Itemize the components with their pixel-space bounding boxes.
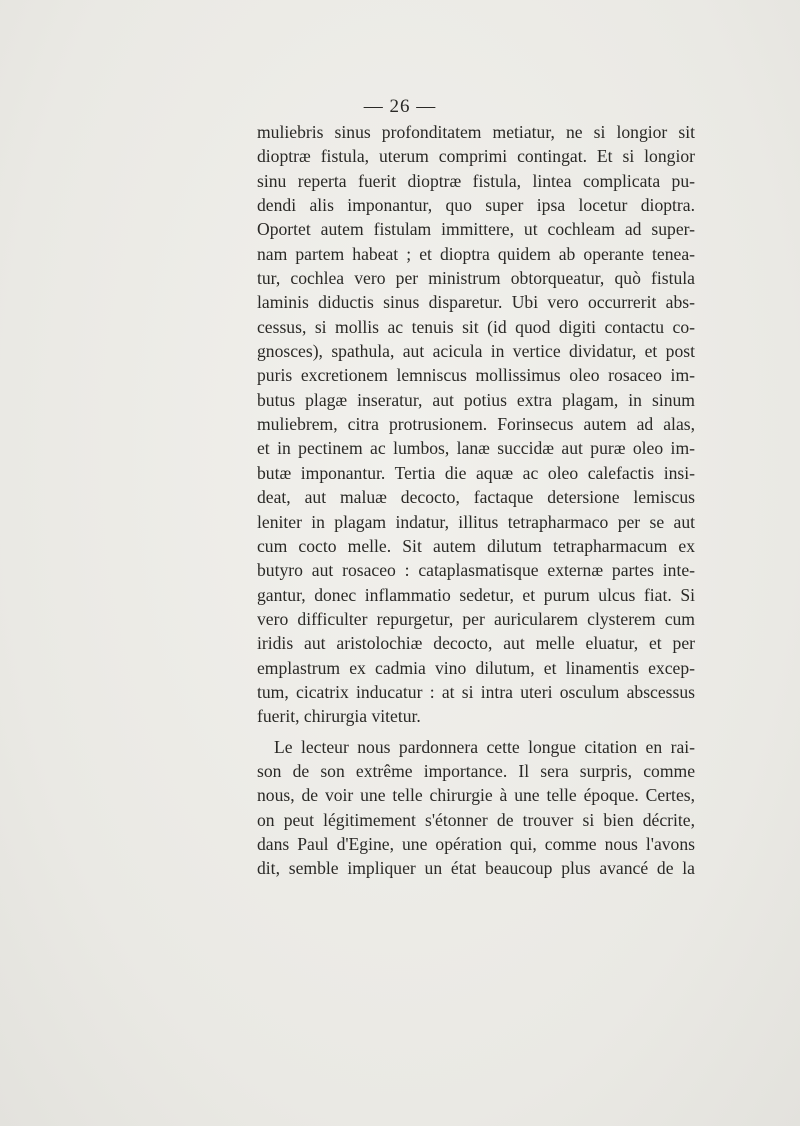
page-number: — 26 — (363, 96, 437, 117)
text-line: leniter in plagam indatur, illitus tetrapharmaco per se aut (257, 511, 695, 532)
text-line: gantur, donec inflammatio sedetur, et purum ulcus fiat. Si (257, 584, 695, 605)
text-line: butus plagæ inseratur, aut potius extra plagam, in sinum (257, 389, 695, 410)
text-line: iridis aut aristolochiæ decocto, aut melle eluatur, et per (257, 633, 695, 654)
text-line: fuerit, chirurgia vitetur. (257, 706, 421, 727)
text-line: nam partem habeat ; et dioptra quidem ab operante tenea- (257, 243, 695, 264)
text-line: emplastrum ex cadmia vino dilutum, et linamentis excep- (257, 657, 695, 678)
text-line: sinu reperta fuerit dioptræ fistula, lintea complicata pu- (257, 170, 695, 191)
page-body (257, 120, 695, 881)
text-line: dit, semble impliquer un état beaucoup plus avancé de la (257, 858, 695, 879)
text-line: dendi alis imponantur, quo super ipsa locetur dioptra. (257, 195, 695, 216)
french-paragraph (257, 735, 695, 881)
text-line: cessus, si mollis ac tenuis sit (id quod digiti contactu co- (257, 316, 695, 337)
text-line: laminis diductis sinus disparetur. Ubi vero occurrerit abs- (257, 292, 695, 313)
text-line: et in pectinem ac lumbos, lanæ succidæ aut puræ oleo im- (257, 438, 695, 459)
text-line: puris excretionem lemniscus mollissimus oleo rosaceo im- (257, 365, 695, 386)
text-line: son de son extrême importance. Il sera surpris, comme (257, 760, 695, 781)
text-line: nous, de voir une telle chirurgie à une telle époque. Certes, (257, 785, 695, 806)
text-line: dans Paul d'Egine, une opération qui, comme nous l'avons (257, 833, 695, 854)
text-line: tur, cochlea vero per ministrum obtorqueatur, quò fistula (257, 268, 695, 289)
text-line: muliebrem, citra protrusionem. Forinsecus autem ad alas, (257, 414, 695, 435)
text-line: muliebris sinus profonditatem metiatur, ne si longior sit (257, 122, 695, 142)
text-line: butyro aut rosaceo : cataplasmatisque externæ partes inte- (257, 560, 695, 581)
text-line: dioptræ fistula, uterum comprimi contingat. Et si longior (257, 146, 695, 167)
text-line: cum cocto melle. Sit autem dilutum tetrapharmacum ex (257, 535, 695, 556)
text-line: on peut légitimement s'étonner de trouver si bien décrite, (257, 809, 695, 830)
text-line: Le lecteur nous pardonnera cette longue citation en rai- (274, 736, 695, 757)
text-line: gnosces), spathula, aut acicula in vertice dividatur, et post (257, 341, 695, 362)
text-line: vero difficulter repurgetur, per auricularem clysterem cum (257, 608, 695, 629)
text-line: tum, cicatrix inducatur : at si intra uteri osculum abscessus (257, 681, 695, 702)
text-line: deat, aut maluæ decocto, factaque detersione lemiscus (257, 487, 695, 508)
text-line: butæ imponantur. Tertia die aquæ ac oleo calefactis insi- (257, 462, 695, 483)
latin-citation-paragraph (257, 120, 695, 729)
text-line: Oportet autem fistulam immittere, ut cochleam ad super- (257, 219, 695, 240)
